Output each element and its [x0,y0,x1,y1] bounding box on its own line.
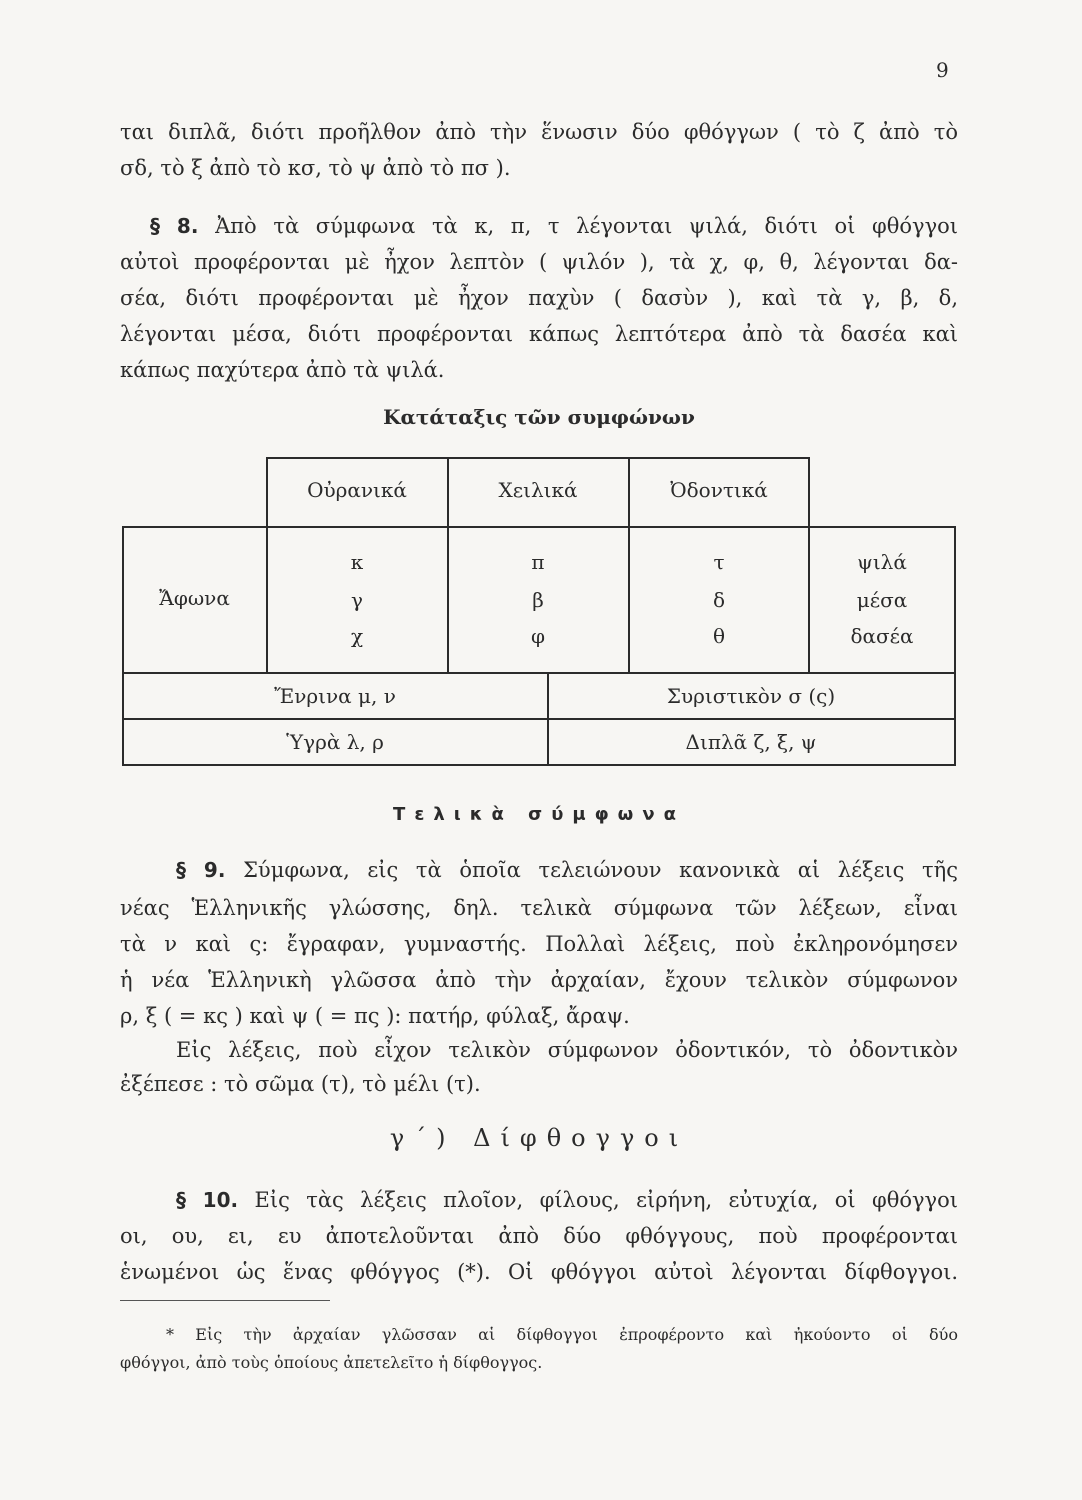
table-rule [266,457,808,459]
odontika-1: τ [713,550,725,574]
ouranika-1: κ [350,550,364,574]
type-mesa: μέσα [856,588,908,612]
dipla-cell: Διπλᾶ ζ, ξ, ψ [685,730,817,754]
section8-line-1 [150,212,958,240]
section10-text-1: Εἰς τὰς λέξεις πλοῖον, φίλους, εἰρήνη, εὐτυχία, οἱ φθόγγοι [254,1188,958,1212]
table-title: Κατάταξις τῶν συμφώνων [383,405,695,429]
table-rule [122,672,956,674]
ouranika-2: γ [351,588,363,612]
footnote-line-2: φθόγγοι, ἀπὸ τοὺς ὁποίους ἀπετελεῖτο ἡ δίφθογγος. [120,1353,543,1372]
section10-line-1 [176,1186,958,1214]
section8-text-1: Ἀπὸ τὰ σύμφωνα τὰ κ, π, τ λέγονται ψιλά, διότι οἱ φθόγγοι [215,214,958,238]
section9-line-5: ρ, ξ ( = κς ) καὶ ψ ( = πς ): πατήρ, φύλαξ, ἄραψ. [120,1004,630,1028]
enrina-cell: Ἔνρινα μ, ν [274,684,396,708]
type-psila: ψιλά [857,550,907,574]
section8-number: § 8. [150,214,199,238]
section9-line-3: τὰ ν καὶ ς: ἔγραφαν, γυμναστής. Πολλαὶ λέξεις, ποὺ ἐκληρονόμησεν [120,932,958,956]
syristikon-cell: Συριστικὸν σ (ς) [666,684,836,708]
section9-number: § 9. [176,858,226,882]
footnote-line-1: * Εἰς τὴν ἀρχαίαν γλῶσσαν αἱ δίφθογγοι ἐπροφέροντο καὶ ἠκούοντο οἱ δύο [166,1325,958,1344]
type-dasea: δασέα [850,624,914,648]
section8-line-4: λέγονται μέσα, διότι προφέρονται κάπως λεπτότερα ἀπὸ τὰ δασέα καὶ [120,322,958,346]
section9-line-4: ἡ νέα Ἑλληνικὴ γλῶσσα ἀπὸ τὴν ἀρχαίαν, ἔχουν τελικὸν σύμφωνον [120,968,958,992]
section8-line-5: κάπως παχύτερα ἀπὸ τὰ ψιλά. [120,358,445,382]
header-odontika: Ὀδοντικά [670,478,768,502]
header-cheilika: Χειλικά [498,478,578,502]
section9-line-6: Εἰς λέξεις, ποὺ εἶχον τελικὸν σύμφωνον ὀδοντικόν, τὸ ὀδοντικὸν [176,1038,958,1062]
section8-line-2: αὐτοὶ προφέρονται μὲ ἦχον λεπτὸν ( ψιλόν ), τὰ χ, φ, θ, λέγονται δα- [120,250,958,274]
table-rule [122,718,956,720]
section8-line-3: σέα, διότι προφέρονται μὲ ἦχον παχὺν ( δασὺν ), καὶ τὰ γ, β, δ, [120,286,958,310]
table-rule [122,764,956,766]
intro-line-1: ται διπλᾶ, διότι προῆλθον ἀπὸ τὴν ἕνωσιν δύο φθόγγων ( τὸ ζ ἀπὸ τὸ [120,120,958,144]
section9-line-7: ἐξέπεσε : τὸ σῶμα (τ), τὸ μέλι (τ). [120,1072,481,1096]
ouranika-3: χ [350,624,364,648]
section9-line-2: νέας Ἑλληνικῆς γλώσσης, δηλ. τελικὰ σύμφωνα τῶν λέξεων, εἶναι [120,896,958,920]
row-label-afona: Ἄφωνα [159,586,230,610]
table-rule [122,526,956,528]
section10-number: § 10. [176,1188,239,1212]
section10-line-3: ἑνωμένοι ὡς ἕνας φθόγγος (*). Οἱ φθόγγοι αὐτοὶ λέγονται δίφθογγοι. [120,1260,958,1284]
intro-line-2: σδ, τὸ ξ ἀπὸ τὸ κσ, τὸ ψ ἀπὸ τὸ πσ ). [120,156,511,180]
section9-line-1 [176,856,958,884]
heading-diphthongs: γ΄) Δίφθογγοι [389,1124,689,1152]
odontika-3: θ [712,624,726,648]
page-number: 9 [936,58,949,82]
section10-line-2: οι, ου, ει, ευ ἀποτελοῦνται ἀπὸ δύο φθόγγους, ποὺ προφέρονται [120,1224,958,1248]
section9-text-1: Σύμφωνα, εἰς τὰ ὁποῖα τελειώνουν κανονικὰ αἱ λέξεις τῆς [243,858,958,882]
ygra-cell: Ὑγρὰ λ, ρ [286,730,384,754]
footnote-rule [120,1300,330,1301]
cheilika-2: β [532,588,544,612]
cheilika-1: π [531,550,545,574]
heading-final-consonants: Τελικὰ σύμφωνα [393,804,685,825]
cheilika-3: φ [530,624,545,648]
header-ouranika: Οὐρανικά [307,478,407,502]
odontika-2: δ [712,588,726,612]
